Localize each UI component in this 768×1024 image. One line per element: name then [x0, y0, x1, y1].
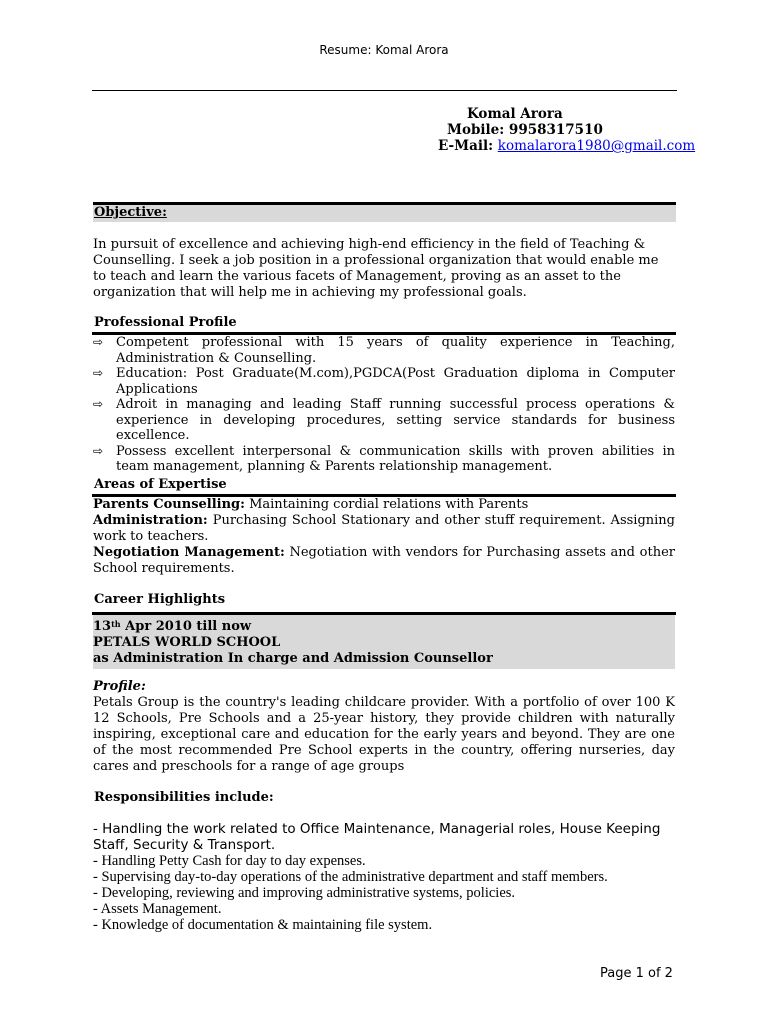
objective-section	[93, 237, 675, 301]
list-item: ⇨ Competent professional with 15 years of quality experience in Teaching, Administration & Counselling.	[93, 335, 675, 366]
professional-profile-heading: Professional Profile	[94, 315, 237, 330]
responsibility-item: - Knowledge of documentation & maintaining file system.	[93, 917, 433, 933]
responsibilities-section	[93, 821, 675, 933]
list-item: ⇨ Possess excellent interpersonal & communication skills with proven abilities in team management, planning & Parents relationship management.	[93, 443, 675, 474]
career-entry	[93, 615, 675, 669]
expertise-section	[93, 494, 675, 577]
contact-mobile	[0, 122, 768, 138]
contact-email	[0, 138, 768, 154]
mobile-label: Mobile:	[447, 122, 505, 138]
expertise-item: Administration: Purchasing School Stationary and other stuff requirement. Assigning work to teachers.	[93, 513, 675, 544]
header-divider	[92, 90, 677, 91]
career-heading: Career Highlights	[94, 592, 226, 607]
responsibilities-heading: Responsibilities include:	[94, 790, 274, 805]
page-number: Page 1 of 2	[600, 966, 673, 981]
responsibility-item: - Handling Petty Cash for day to day expenses.	[93, 853, 366, 869]
profile-heading: Profile:	[93, 679, 146, 694]
professional-profile-section	[93, 332, 675, 475]
responsibility-item: - Handling the work related to Office Maintenance, Managerial roles, House Keeping Staff, Security & Transport.	[93, 821, 661, 853]
page-header: Resume: Komal Arora	[319, 43, 449, 57]
responsibility-item: - Supervising day-to-day operations of the administrative department and staff members.	[93, 869, 608, 885]
objective-text: In pursuit of excellence and achieving high-end efficiency in the field of Teaching & Counselling. I seek a job position in a professional organization that would enable me to teach and learn the various facets of Management, proving as an asset to the organization that will help me in achieving my professional goals.	[93, 237, 659, 300]
arrow-bullet-icon: ⇨	[93, 397, 104, 411]
responsibility-item: - Assets Management.	[93, 901, 222, 917]
responsibility-item: - Developing, reviewing and improving administrative systems, policies.	[93, 885, 516, 901]
objective-heading: Objective:	[93, 202, 676, 222]
career-role: as Administration In charge and Admission Counsellor	[93, 651, 493, 666]
profile-section	[93, 679, 675, 775]
profile-text: Petals Group is the country's leading childcare provider. With a portfolio of over 100 K 12 Schools, Pre Schools and a 25-year history, they provide children with naturally inspiring, exceptional care and education for the early years and beyond. They are one of the most recommended Pre School experts in the country, offering nurseries, day cares and preschools for a range of age groups	[93, 695, 675, 774]
list-item: ⇨ Adroit in managing and leading Staff running successful process operations & experience in developing procedures, setting service standards for business excellence.	[93, 397, 675, 443]
career-section	[93, 612, 675, 669]
contact-name: Komal Arora	[467, 106, 563, 122]
arrow-bullet-icon: ⇨	[93, 335, 104, 349]
professional-profile-list	[93, 335, 675, 475]
mobile-number: 9958317510	[508, 122, 603, 138]
expertise-item: Negotiation Management: Negotiation with vendors for Purchasing assets and other School requirements.	[93, 545, 675, 576]
email-label: E-Mail:	[438, 138, 494, 154]
email-link[interactable]: komalarora1980@gmail.com	[497, 138, 696, 154]
expertise-item: Parents Counselling: Maintaining cordial relations with Parents	[93, 497, 529, 512]
expertise-heading: Areas of Expertise	[94, 477, 227, 492]
career-date: 13th Apr 2010 till now	[93, 619, 252, 634]
arrow-bullet-icon: ⇨	[93, 443, 104, 458]
list-item: ⇨ Education: Post Graduate(M.com),PGDCA(Post Graduation diploma in Computer Applications	[93, 366, 675, 397]
career-company: PETALS WORLD SCHOOL	[93, 635, 281, 650]
arrow-bullet-icon: ⇨	[93, 366, 104, 380]
